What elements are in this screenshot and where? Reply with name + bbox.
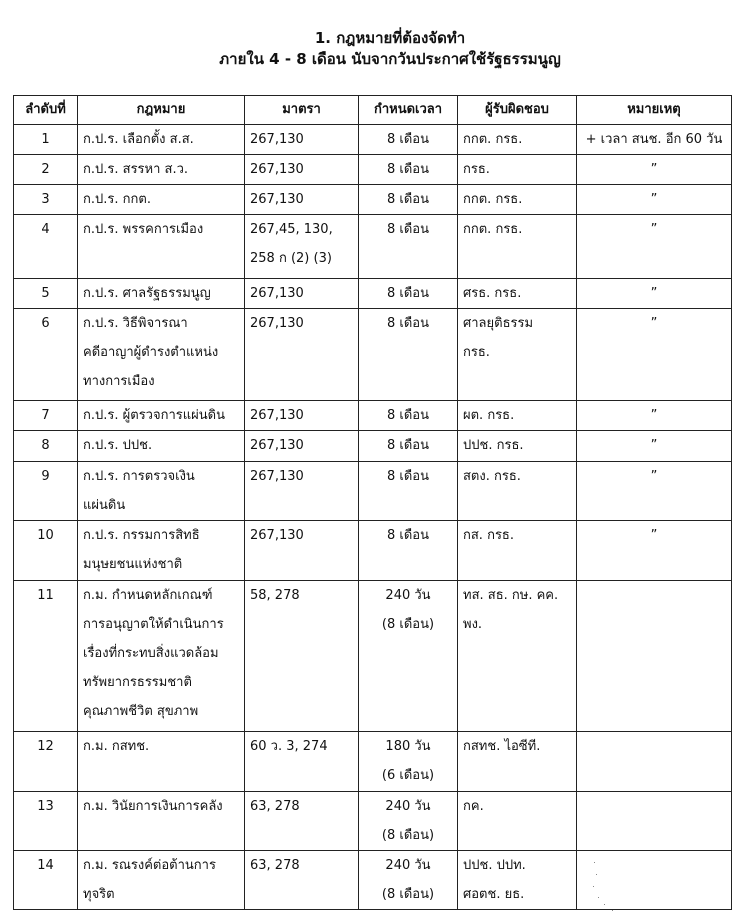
cell-responsible-line: สตง. กรธ. bbox=[463, 469, 521, 484]
cell-no: 13 bbox=[14, 792, 78, 851]
cell-deadline-line: 8 เดือน bbox=[387, 222, 429, 237]
header-note: หมายเหตุ bbox=[577, 96, 732, 125]
cell-deadline-line: 240 วัน bbox=[385, 799, 431, 814]
cell-note-line: ” bbox=[650, 469, 658, 484]
cell-law-line: มนุษยชนแห่งชาติ bbox=[83, 557, 183, 572]
cell-no: 12 bbox=[14, 732, 78, 792]
cell-note-line: ” bbox=[650, 222, 658, 237]
cell-law-line: คุณภาพชีวิต สุขภาพ bbox=[83, 704, 199, 719]
cell-section bbox=[245, 401, 359, 431]
cell-law-line: ทุจริต bbox=[83, 887, 115, 902]
cell-deadline bbox=[359, 581, 458, 732]
cell-note-line: ” bbox=[650, 286, 658, 301]
cell-section bbox=[245, 125, 359, 155]
cell-no: 9 bbox=[14, 462, 78, 521]
laws-table bbox=[13, 95, 732, 910]
cell-note bbox=[577, 155, 732, 185]
title-line-2: ภายใน 4 - 8 เดือน นับจากวันประกาศใช้รัฐธรรมนูญ bbox=[219, 50, 561, 68]
cell-law bbox=[78, 462, 245, 521]
cell-section-line: 267,130 bbox=[250, 162, 304, 177]
cell-law bbox=[78, 521, 245, 581]
cell-deadline bbox=[359, 309, 458, 401]
cell-deadline-line: 8 เดือน bbox=[387, 192, 429, 207]
cell-law-line: ก.ม. รณรงค์ต่อต้านการ bbox=[83, 858, 216, 873]
cell-note bbox=[577, 431, 732, 462]
cell-law-line: เรื่องที่กระทบสิ่งแวดล้อม bbox=[83, 646, 219, 661]
cell-law-line: ก.ม. กสทช. bbox=[83, 739, 150, 754]
document-title bbox=[0, 28, 750, 70]
cell-deadline-line: 180 วัน bbox=[385, 739, 431, 754]
cell-note-line: ” bbox=[650, 408, 658, 423]
cell-deadline bbox=[359, 462, 458, 521]
header-section: มาตรา bbox=[245, 96, 359, 125]
cell-responsible bbox=[458, 732, 577, 792]
scan-artifact bbox=[590, 860, 620, 915]
cell-no: 8 bbox=[14, 431, 78, 462]
table-row bbox=[14, 309, 732, 401]
cell-section bbox=[245, 851, 359, 910]
cell-law-line: ก.ป.ร. พรรคการเมือง bbox=[83, 222, 204, 237]
cell-deadline-line: 8 เดือน bbox=[387, 316, 429, 331]
cell-law bbox=[78, 732, 245, 792]
cell-responsible bbox=[458, 125, 577, 155]
cell-note-line: ” bbox=[650, 528, 658, 543]
cell-responsible bbox=[458, 155, 577, 185]
cell-section-line: 267,130 bbox=[250, 438, 304, 453]
cell-responsible-line: กส. กรธ. bbox=[463, 528, 514, 543]
table-body bbox=[14, 125, 732, 910]
cell-law bbox=[78, 851, 245, 910]
cell-deadline-line: 8 เดือน bbox=[387, 408, 429, 423]
table-row bbox=[14, 462, 732, 521]
cell-note bbox=[577, 185, 732, 215]
cell-deadline bbox=[359, 851, 458, 910]
cell-note bbox=[577, 401, 732, 431]
cell-section-line: 267,130 bbox=[250, 132, 304, 147]
cell-note bbox=[577, 521, 732, 581]
cell-deadline bbox=[359, 279, 458, 309]
cell-law bbox=[78, 581, 245, 732]
header-law: กฎหมาย bbox=[78, 96, 245, 125]
cell-law-line: แผ่นดิน bbox=[83, 498, 126, 513]
cell-deadline bbox=[359, 521, 458, 581]
cell-section-line: 267,130 bbox=[250, 469, 304, 484]
table-row bbox=[14, 732, 732, 792]
cell-responsible-line: กกต. กรธ. bbox=[463, 222, 523, 237]
cell-section-line: 267,130 bbox=[250, 286, 304, 301]
cell-deadline-line: 8 เดือน bbox=[387, 162, 429, 177]
cell-note bbox=[577, 581, 732, 732]
cell-no: 6 bbox=[14, 309, 78, 401]
cell-law-line: ก.ป.ร. ศาลรัฐธรรมนูญ bbox=[83, 286, 211, 301]
cell-responsible-line: ศาลยุติธรรม bbox=[463, 316, 534, 331]
cell-section-line: 267,45, 130, bbox=[250, 222, 333, 237]
cell-deadline bbox=[359, 792, 458, 851]
cell-responsible-line: กกต. กรธ. bbox=[463, 132, 523, 147]
cell-law-line: ก.ม. กำหนดหลักเกณฑ์ bbox=[83, 588, 213, 603]
cell-no: 3 bbox=[14, 185, 78, 215]
cell-section-line: 58, 278 bbox=[250, 588, 300, 603]
cell-note-line: ” bbox=[650, 192, 658, 207]
cell-responsible-line: ศรธ. กรธ. bbox=[463, 286, 522, 301]
cell-note-line: ” bbox=[650, 438, 658, 453]
table-row bbox=[14, 792, 732, 851]
cell-responsible-line: กสทช. ไอซีที. bbox=[463, 739, 541, 754]
cell-section-line: 258 ก (2) (3) bbox=[250, 251, 332, 266]
cell-note bbox=[577, 462, 732, 521]
cell-section bbox=[245, 581, 359, 732]
cell-responsible-line: กค. bbox=[463, 799, 484, 814]
cell-responsible bbox=[458, 185, 577, 215]
cell-responsible-line: ทส. สธ. กษ. คค. bbox=[463, 588, 559, 603]
table-header-row bbox=[14, 96, 732, 125]
header-responsible: ผู้รับผิดชอบ bbox=[458, 96, 577, 125]
cell-deadline-line: 8 เดือน bbox=[387, 469, 429, 484]
cell-responsible-line: กกต. กรธ. bbox=[463, 192, 523, 207]
cell-law-line: ก.ป.ร. กรรมการสิทธิ bbox=[83, 528, 200, 543]
cell-responsible bbox=[458, 521, 577, 581]
cell-section-line: 63, 278 bbox=[250, 858, 300, 873]
cell-no: 7 bbox=[14, 401, 78, 431]
cell-responsible-line: พง. bbox=[463, 617, 483, 632]
cell-deadline-line: (6 เดือน) bbox=[381, 768, 435, 783]
cell-deadline-line: 8 เดือน bbox=[387, 528, 429, 543]
cell-responsible-line: ปปช. ปปท. bbox=[463, 858, 526, 873]
cell-section bbox=[245, 215, 359, 279]
cell-deadline-line: 8 เดือน bbox=[387, 286, 429, 301]
cell-responsible bbox=[458, 309, 577, 401]
cell-section bbox=[245, 521, 359, 581]
cell-section bbox=[245, 309, 359, 401]
cell-deadline bbox=[359, 401, 458, 431]
table-row bbox=[14, 125, 732, 155]
cell-responsible bbox=[458, 215, 577, 279]
cell-law-line: ก.ม. วินัยการเงินการคลัง bbox=[83, 799, 223, 814]
cell-law-line: ทางการเมือง bbox=[83, 374, 155, 389]
cell-no: 14 bbox=[14, 851, 78, 910]
cell-note-line: + เวลา สนช. อีก 60 วัน bbox=[585, 132, 723, 147]
cell-law bbox=[78, 401, 245, 431]
cell-note-line: ” bbox=[650, 162, 658, 177]
cell-deadline bbox=[359, 185, 458, 215]
cell-law-line: ทรัพยากรธรรมชาติ bbox=[83, 675, 192, 690]
cell-law-line: ก.ป.ร. การตรวจเงิน bbox=[83, 469, 195, 484]
cell-section bbox=[245, 185, 359, 215]
title-line-1: 1. กฎหมายที่ต้องจัดทำ bbox=[314, 29, 466, 47]
table-row bbox=[14, 431, 732, 462]
cell-law-line: คดีอาญาผู้ดำรงตำแหน่ง bbox=[83, 345, 219, 360]
cell-deadline bbox=[359, 431, 458, 462]
cell-deadline-line: 8 เดือน bbox=[387, 438, 429, 453]
cell-law bbox=[78, 215, 245, 279]
cell-deadline-line: 8 เดือน bbox=[387, 132, 429, 147]
table-row bbox=[14, 851, 732, 910]
table-row bbox=[14, 185, 732, 215]
cell-deadline bbox=[359, 215, 458, 279]
cell-note bbox=[577, 279, 732, 309]
cell-deadline-line: (8 เดือน) bbox=[381, 887, 435, 902]
table-row bbox=[14, 215, 732, 279]
cell-section-line: 267,130 bbox=[250, 192, 304, 207]
cell-section bbox=[245, 462, 359, 521]
table-row bbox=[14, 401, 732, 431]
cell-section bbox=[245, 155, 359, 185]
cell-deadline bbox=[359, 732, 458, 792]
cell-law-line: ก.ป.ร. ผู้ตรวจการแผ่นดิน bbox=[83, 408, 225, 423]
cell-law-line: ก.ป.ร. สรรหา ส.ว. bbox=[83, 162, 189, 177]
cell-deadline-line: 240 วัน bbox=[385, 858, 431, 873]
cell-section-line: 267,130 bbox=[250, 316, 304, 331]
cell-responsible bbox=[458, 792, 577, 851]
cell-law bbox=[78, 155, 245, 185]
cell-responsible-line: ศอตช. ยธ. bbox=[463, 887, 525, 902]
cell-responsible bbox=[458, 401, 577, 431]
cell-section-line: 267,130 bbox=[250, 408, 304, 423]
cell-law-line: ก.ป.ร. ปปช. bbox=[83, 438, 153, 453]
cell-law bbox=[78, 279, 245, 309]
cell-responsible bbox=[458, 581, 577, 732]
cell-law-line: การอนุญาตให้ดำเนินการ bbox=[83, 617, 224, 632]
cell-law bbox=[78, 125, 245, 155]
cell-responsible-line: กรธ. bbox=[463, 345, 490, 360]
cell-no: 10 bbox=[14, 521, 78, 581]
table-row bbox=[14, 581, 732, 732]
cell-deadline bbox=[359, 125, 458, 155]
cell-law bbox=[78, 431, 245, 462]
cell-no: 11 bbox=[14, 581, 78, 732]
header-deadline: กำหนดเวลา bbox=[359, 96, 458, 125]
cell-section-line: 60 ว. 3, 274 bbox=[250, 739, 328, 754]
cell-law-line: ก.ป.ร. กกต. bbox=[83, 192, 151, 207]
cell-note-line: ” bbox=[650, 316, 658, 331]
cell-note bbox=[577, 125, 732, 155]
cell-responsible bbox=[458, 431, 577, 462]
cell-no: 5 bbox=[14, 279, 78, 309]
cell-responsible-line: ผต. กรธ. bbox=[463, 408, 515, 423]
cell-deadline-line: (8 เดือน) bbox=[381, 828, 435, 843]
cell-deadline-line: (8 เดือน) bbox=[381, 617, 435, 632]
cell-section-line: 63, 278 bbox=[250, 799, 300, 814]
cell-section-line: 267,130 bbox=[250, 528, 304, 543]
cell-deadline bbox=[359, 155, 458, 185]
cell-law-line: ก.ป.ร. วิธีพิจารณา bbox=[83, 316, 188, 331]
cell-note bbox=[577, 215, 732, 279]
header-no: ลำดับที่ bbox=[14, 96, 78, 125]
cell-responsible bbox=[458, 462, 577, 521]
cell-section bbox=[245, 792, 359, 851]
table-row bbox=[14, 521, 732, 581]
cell-note bbox=[577, 792, 732, 851]
cell-law bbox=[78, 185, 245, 215]
cell-note bbox=[577, 309, 732, 401]
cell-no: 2 bbox=[14, 155, 78, 185]
cell-law bbox=[78, 309, 245, 401]
cell-section bbox=[245, 279, 359, 309]
cell-note bbox=[577, 732, 732, 792]
cell-section bbox=[245, 431, 359, 462]
cell-deadline-line: 240 วัน bbox=[385, 588, 431, 603]
cell-no: 4 bbox=[14, 215, 78, 279]
cell-law-line: ก.ป.ร. เลือกตั้ง ส.ส. bbox=[83, 132, 194, 147]
table-row bbox=[14, 279, 732, 309]
cell-responsible bbox=[458, 279, 577, 309]
cell-section bbox=[245, 732, 359, 792]
cell-responsible bbox=[458, 851, 577, 910]
table-row bbox=[14, 155, 732, 185]
cell-responsible-line: กรธ. bbox=[463, 162, 490, 177]
cell-responsible-line: ปปช. กรธ. bbox=[463, 438, 524, 453]
cell-no: 1 bbox=[14, 125, 78, 155]
cell-law bbox=[78, 792, 245, 851]
